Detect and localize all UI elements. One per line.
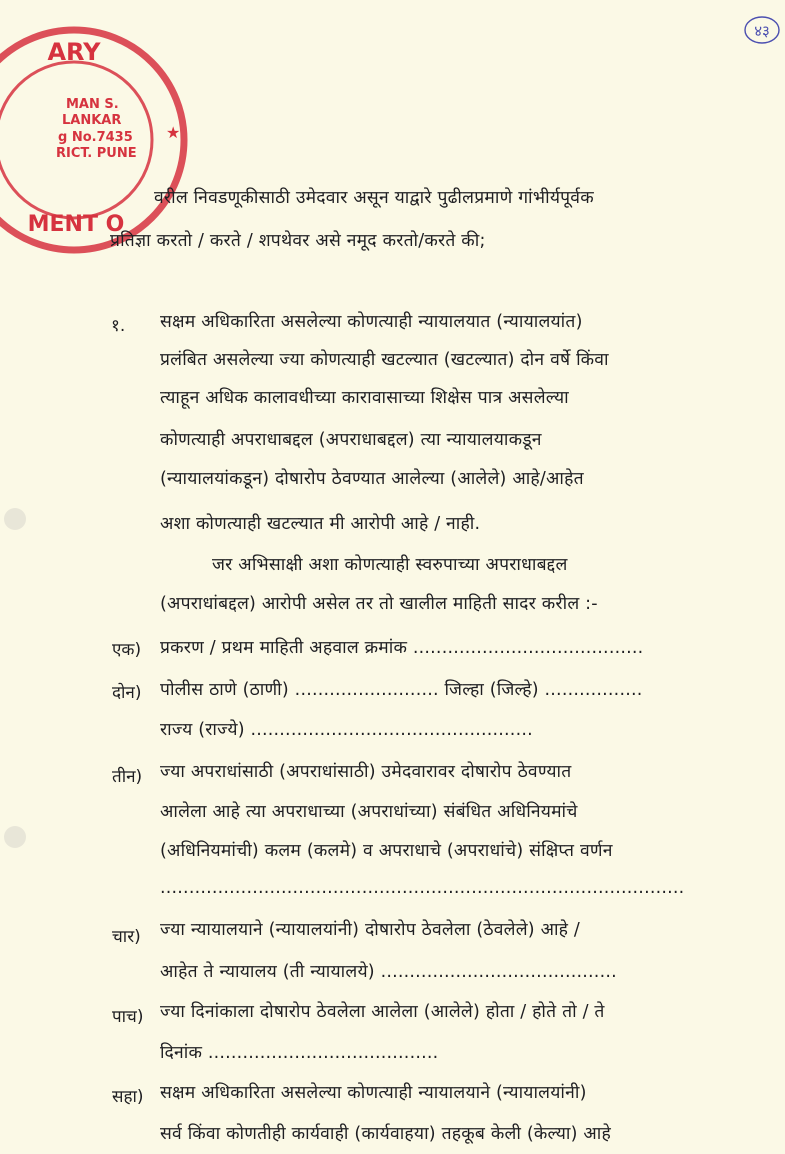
section-line: प्रलंबित असलेल्या ज्या कोणत्याही खटल्यात (खटल्यात) दोन वर्षे किंवा bbox=[160, 350, 609, 370]
item-marker: दोन) bbox=[112, 683, 142, 703]
section-line: कोणत्याही अपराधाबद्दल (अपराधाबद्दल) त्या न्यायालयाकडून bbox=[160, 430, 542, 450]
item-marker: सहा) bbox=[112, 1087, 144, 1107]
seal-line: RICT. PUNE bbox=[56, 146, 137, 161]
seal-ring-text-top: ARY bbox=[47, 38, 101, 66]
item-line: प्रकरण / प्रथम माहिती अहवाल क्रमांक ........................................ bbox=[160, 638, 644, 658]
item-line: आलेला आहे त्या अपराधाच्या (अपराधांच्या) संबंधित अधिनियमांचे bbox=[160, 802, 578, 822]
item-line: दिनांक ........................................ bbox=[160, 1043, 439, 1063]
seal-ring-text-bottom: MENT O bbox=[27, 212, 125, 237]
item-marker: एक) bbox=[112, 640, 142, 660]
seal-line: LANKAR bbox=[62, 113, 122, 128]
condition-line: जर अभिसाक्षी अशा कोणत्याही स्वरुपाच्या अपराधाबद्दल bbox=[212, 555, 568, 575]
item-line: पोलीस ठाणे (ठाणी) ......................... जिल्हा (जिल्हे) ................. bbox=[160, 680, 643, 700]
item-marker: चार) bbox=[112, 927, 141, 947]
punch-hole bbox=[4, 508, 26, 530]
item-line: ज्या अपराधांसाठी (अपराधांसाठी) उमेदवारावर दोषारोप ठेवण्यात bbox=[160, 762, 572, 782]
item-line: सक्षम अधिकारिता असलेल्या कोणत्याही न्यायालयाने (न्यायालयांनी) bbox=[160, 1083, 587, 1103]
item-line: ........................................................................................... bbox=[160, 878, 685, 898]
seal-line: MAN S. bbox=[66, 97, 119, 112]
section-line: (न्यायालयांकडून) दोषारोप ठेवण्यात आलेल्या (आलेले) आहे/आहेत bbox=[160, 469, 584, 489]
item-line: ज्या न्यायालयाने (न्यायालयांनी) दोषारोप ठेवलेला (ठेवलेले) आहे / bbox=[160, 920, 581, 940]
item-line: सर्व किंवा कोणतीही कार्यवाही (कार्यवाहया) तहकूब केली (केल्या) आहे bbox=[160, 1124, 611, 1144]
section-line: अशा कोणत्याही खटल्यात मी आरोपी आहे / नाही. bbox=[160, 514, 481, 534]
punch-hole bbox=[4, 826, 26, 848]
intro-line: वरील निवडणूकीसाठी उमेदवार असून याद्वारे पुढीलप्रमाणे गांभीर्यपूर्वक bbox=[154, 188, 594, 208]
item-line: ज्या दिनांकाला दोषारोप ठेवलेला आलेला (आलेले) होता / होते तो / ते bbox=[160, 1002, 605, 1022]
condition-line: (अपराधांबद्दल) आरोपी असेल तर तो खालील माहिती सादर करील :- bbox=[160, 594, 598, 614]
notary-seal bbox=[0, 20, 194, 260]
intro-line: प्रतिज्ञा करतो / करते / शपथेवर असे नमूद करतो/करते की; bbox=[110, 231, 486, 251]
page-number-mark bbox=[742, 12, 782, 48]
section-number: १. bbox=[111, 316, 126, 336]
item-line: (अधिनियमांची) कलम (कलमे) व अपराधाचे (अपराधांचे) संक्षिप्त वर्णन bbox=[160, 841, 613, 861]
section-line: सक्षम अधिकारिता असलेल्या कोणत्याही न्यायालयात (न्यायालयांत) bbox=[160, 312, 583, 332]
svg-text:★: ★ bbox=[166, 123, 181, 142]
item-line: राज्य (राज्ये) ................................................. bbox=[160, 720, 533, 740]
seal-line: g No.7435 bbox=[58, 130, 133, 145]
item-marker: पाच) bbox=[112, 1007, 144, 1027]
item-marker: तीन) bbox=[112, 767, 143, 787]
section-line: त्याहून अधिक कालावधीच्या कारावासाच्या शिक्षेस पात्र असलेल्या bbox=[160, 388, 569, 408]
item-line: आहेत ते न्यायालय (ती न्यायालये) ......................................... bbox=[160, 962, 617, 982]
page-number-text: ४३ bbox=[754, 22, 770, 40]
